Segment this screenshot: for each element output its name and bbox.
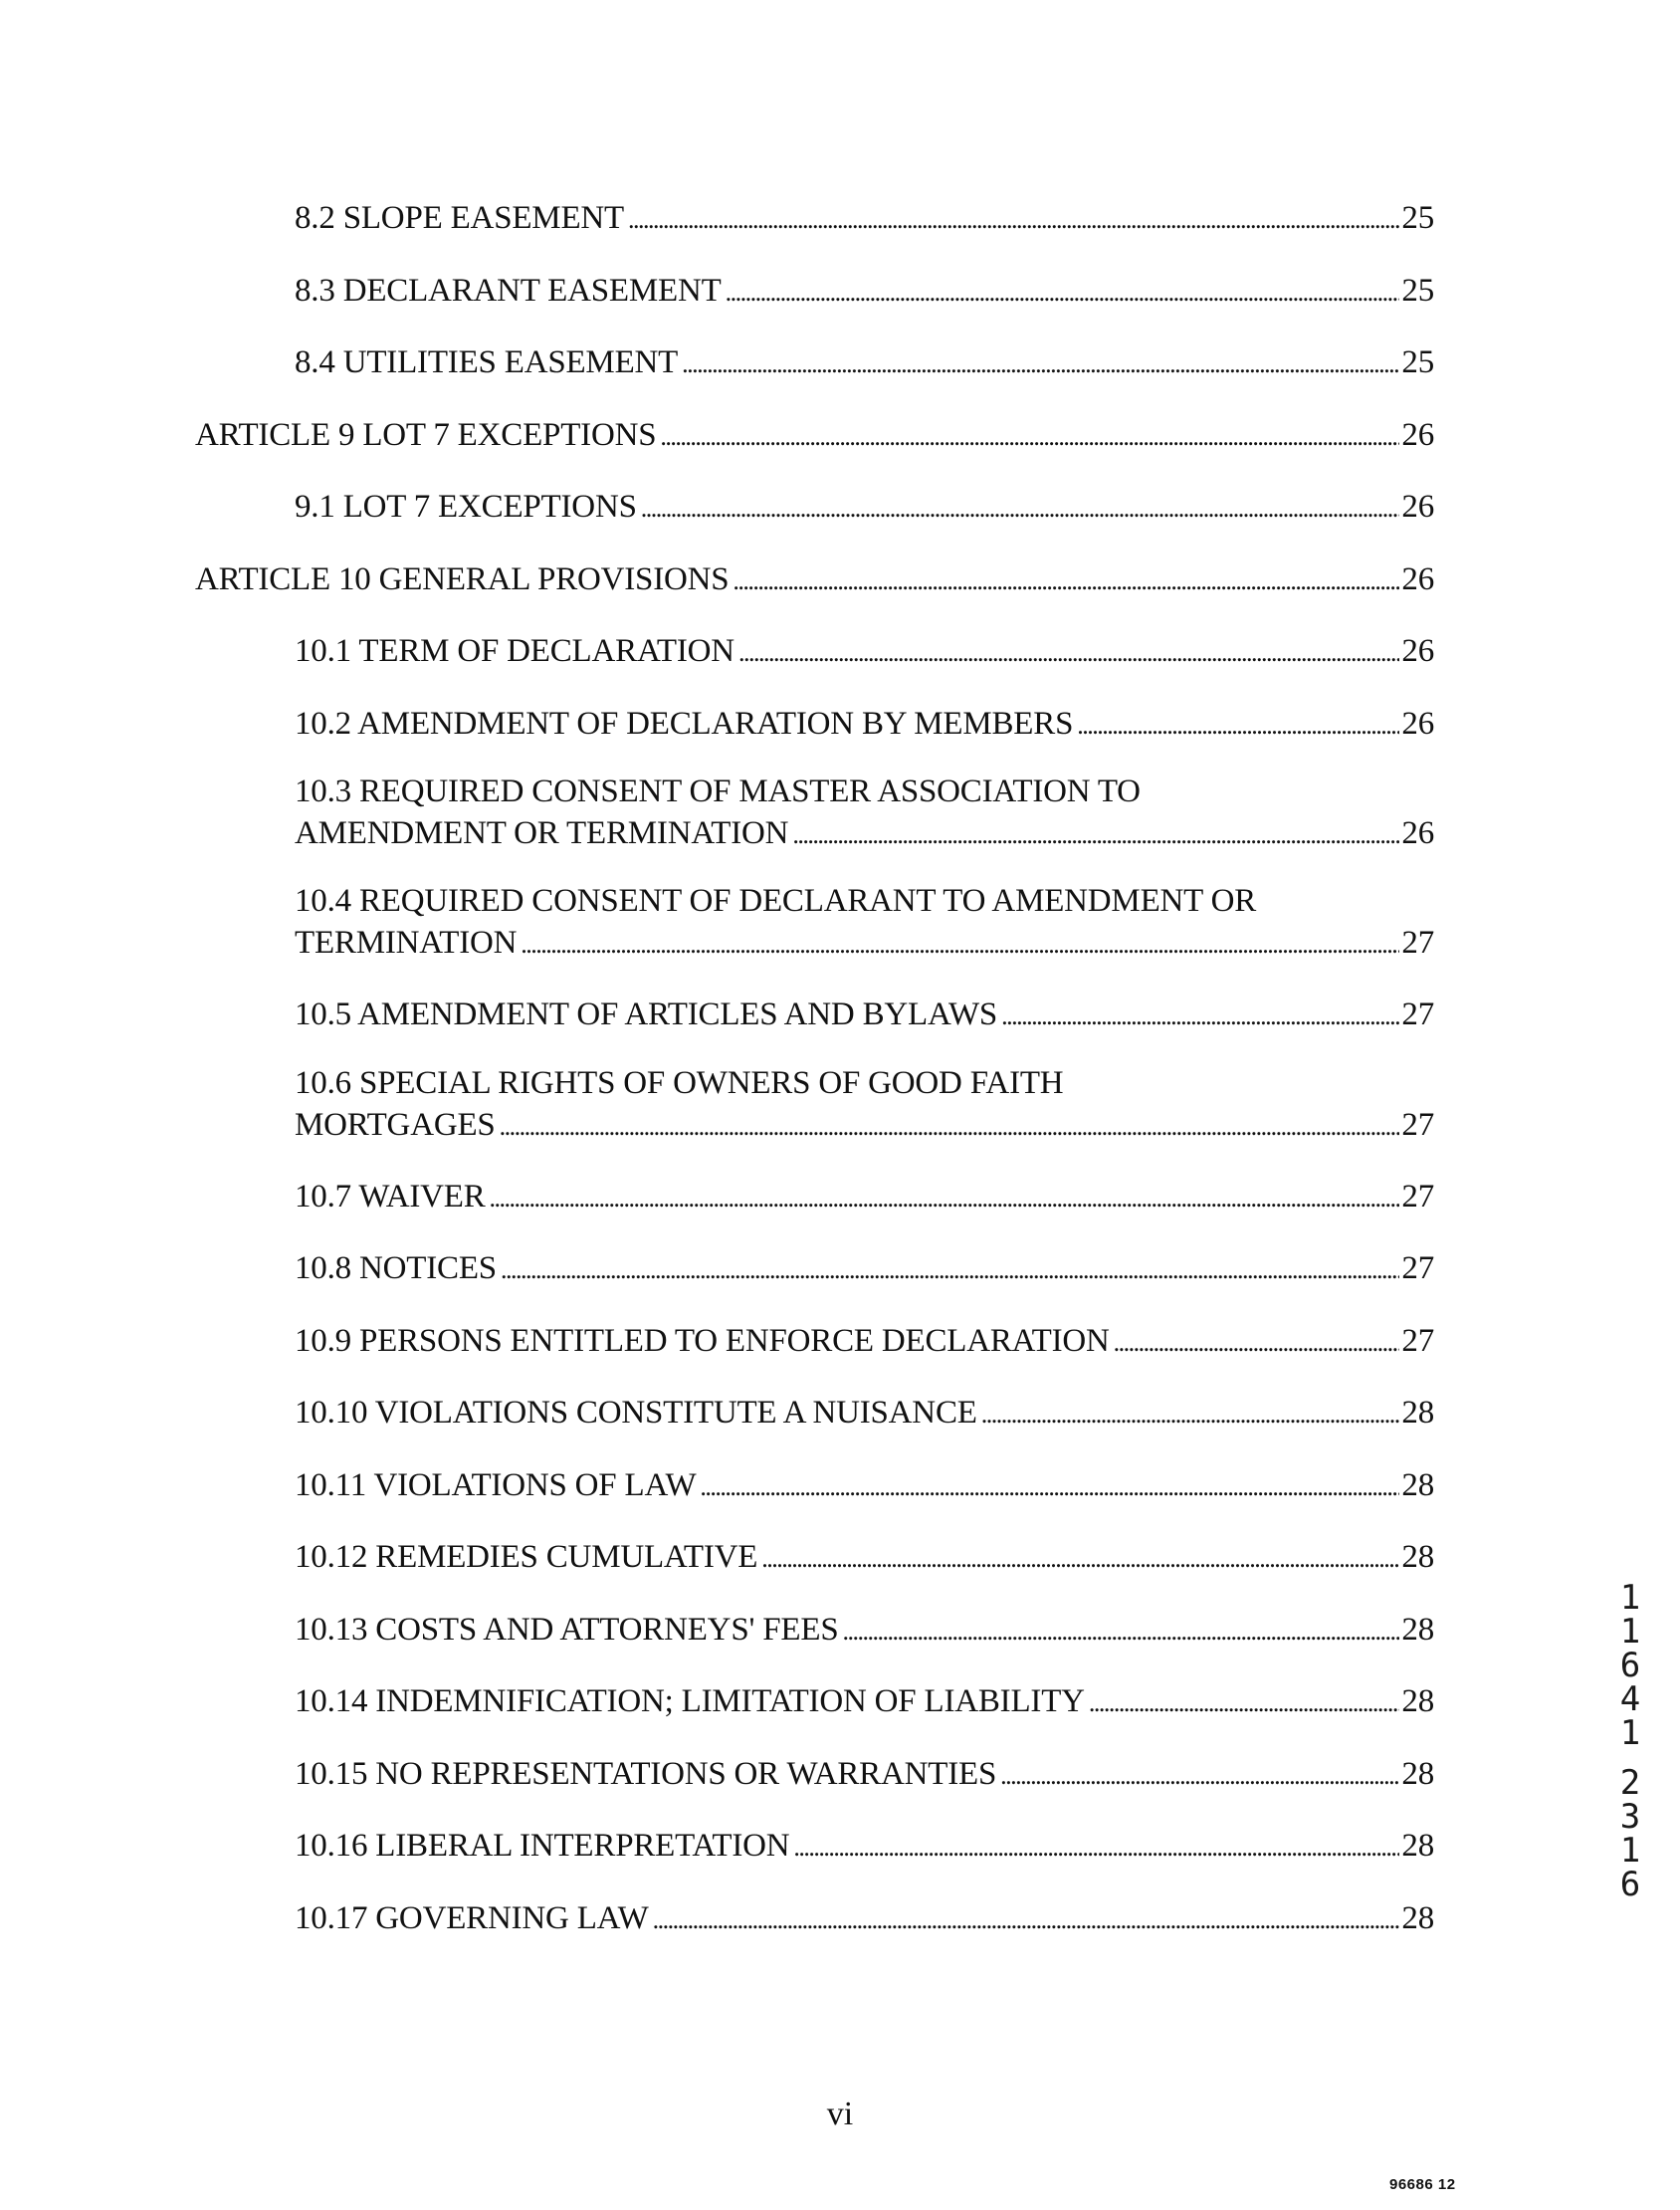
toc-entry-page-number: 28	[1401, 1395, 1434, 1431]
recording-stamp-number	[1610, 1578, 1650, 1917]
toc-entry-row	[295, 1392, 1434, 1436]
toc-entry	[295, 1320, 1434, 1364]
toc-entry-title: 10.10 VIOLATIONS CONSTITUTE A NUISANCE	[295, 1395, 977, 1431]
toc-entry-title: 10.7 WAIVER	[295, 1178, 486, 1215]
toc-entry-page-number: 26	[1401, 416, 1434, 453]
toc-entry	[295, 1062, 1434, 1148]
toc-entry-row	[295, 994, 1434, 1037]
toc-entry	[295, 630, 1434, 674]
toc-entry-page-number: 28	[1401, 1899, 1434, 1936]
toc-entry	[295, 771, 1434, 856]
toc-entry-title: TERMINATION	[295, 925, 518, 961]
stamp-digit: 3	[1619, 1797, 1641, 1837]
toc-entry-page-number: 27	[1401, 1322, 1434, 1359]
page-number: vi	[826, 2096, 854, 2132]
toc-entry-row	[295, 703, 1434, 747]
toc-entry	[295, 197, 1434, 241]
toc-entry	[295, 1464, 1434, 1508]
toc-entry-title: 8.3 DECLARANT EASEMENT	[295, 272, 722, 309]
toc-entry-row	[295, 1897, 1434, 1941]
toc-entry-row	[295, 341, 1434, 385]
stamp-digit: 6	[1619, 1646, 1641, 1685]
toc-entry-title: MORTGAGES	[295, 1106, 496, 1143]
dot-leader	[726, 270, 1400, 314]
toc-entry-row	[295, 1464, 1434, 1508]
toc-entry-title: 9.1 LOT 7 EXCEPTIONS	[295, 489, 637, 525]
toc-entry	[295, 1897, 1434, 1941]
stamp-digit-group	[1610, 1763, 1650, 1904]
stamp-digit: 2	[1619, 1763, 1641, 1803]
dot-leader	[738, 630, 1399, 674]
dot-leader	[500, 1104, 1400, 1148]
toc-entry-title: 10.2 AMENDMENT OF DECLARATION BY MEMBERS	[295, 705, 1074, 742]
toc-entry	[295, 270, 1434, 314]
toc-entry-row	[295, 630, 1434, 674]
toc-entry-page-number: 25	[1401, 272, 1434, 309]
dot-leader	[700, 1464, 1399, 1508]
toc-entry-title: 10.8 NOTICES	[295, 1250, 497, 1286]
dot-leader	[521, 922, 1399, 966]
toc-entry-title: 10.16 LIBERAL INTERPRETATION	[295, 1828, 790, 1864]
toc-entry	[295, 1392, 1434, 1436]
dot-leader	[761, 1536, 1399, 1580]
dot-leader	[1001, 994, 1399, 1037]
toc-entry	[295, 880, 1434, 966]
dot-leader	[1000, 1753, 1399, 1797]
dot-leader	[628, 197, 1399, 241]
toc-entry	[195, 414, 1434, 458]
toc-entry-page-number: 28	[1401, 1611, 1434, 1648]
toc-entry-title: 10.1 TERM OF DECLARATION	[295, 633, 735, 669]
dot-leader	[1089, 1680, 1400, 1724]
toc-entry-row	[295, 1680, 1434, 1724]
dot-leader	[843, 1609, 1400, 1653]
toc-entry-row	[195, 414, 1434, 458]
dot-leader	[490, 1176, 1400, 1219]
toc-entry-page-number: 25	[1401, 200, 1434, 236]
toc-entry	[295, 994, 1434, 1037]
toc-entry-title-line: 10.4 REQUIRED CONSENT OF DECLARANT TO AMENDMENT OR	[295, 883, 1257, 919]
toc-entry-title: 10.14 INDEMNIFICATION; LIMITATION OF LIABILITY	[295, 1683, 1085, 1719]
toc-entry-row	[295, 1176, 1434, 1219]
toc-entry-title: 8.2 SLOPE EASEMENT	[295, 200, 624, 236]
document-code: 96686 12	[1389, 2176, 1456, 2193]
toc-entry-page-number: 26	[1401, 633, 1434, 669]
dot-leader	[792, 812, 1399, 856]
toc-entry	[295, 703, 1434, 747]
stamp-digit: 6	[1619, 1865, 1641, 1904]
toc-entry-title: 10.5 AMENDMENT OF ARTICLES AND BYLAWS	[295, 996, 998, 1032]
toc-entry-title: 8.4 UTILITIES EASEMENT	[295, 344, 679, 380]
toc-entry-page-number: 26	[1401, 489, 1434, 525]
stamp-digit: 4	[1619, 1679, 1641, 1719]
toc-entry-page-number: 27	[1401, 1250, 1434, 1286]
toc-entry-title: AMENDMENT OR TERMINATION	[295, 815, 789, 851]
toc-entry-row	[295, 812, 1434, 856]
dot-leader	[641, 486, 1400, 530]
toc-entry-title: 10.9 PERSONS ENTITLED TO ENFORCE DECLARATION	[295, 1322, 1110, 1359]
toc-entry-title: 10.17 GOVERNING LAW	[295, 1899, 649, 1936]
dot-leader	[1114, 1320, 1400, 1364]
toc-entry	[295, 1609, 1434, 1653]
toc-entry-row	[295, 922, 1434, 966]
toc-entry-title: ARTICLE 9 LOT 7 EXCEPTIONS	[195, 416, 657, 453]
dot-leader	[733, 558, 1399, 602]
toc-entry-page-number: 26	[1401, 815, 1434, 851]
dot-leader	[981, 1392, 1400, 1436]
toc-entry	[295, 1176, 1434, 1219]
toc-entry-title: 10.12 REMEDIES CUMULATIVE	[295, 1539, 758, 1575]
toc-entry-row	[295, 197, 1434, 241]
toc-entry-row	[295, 270, 1434, 314]
toc-entry-page-number: 28	[1401, 1683, 1434, 1719]
stamp-digit: 1	[1619, 1612, 1641, 1652]
toc-entry	[195, 558, 1434, 602]
toc-entry-page-number: 28	[1401, 1828, 1434, 1864]
toc-entry-title-line: 10.3 REQUIRED CONSENT OF MASTER ASSOCIATION TO	[295, 774, 1141, 809]
toc-entry-page-number: 27	[1401, 1178, 1434, 1215]
toc-entry-title: 10.13 COSTS AND ATTORNEYS' FEES	[295, 1611, 839, 1648]
toc-entry-row	[295, 1104, 1434, 1148]
toc-entry-page-number: 27	[1401, 925, 1434, 961]
toc-entry	[295, 1247, 1434, 1291]
toc-entry-row	[295, 1247, 1434, 1291]
toc-entry-row	[295, 1320, 1434, 1364]
toc-entry-row	[295, 486, 1434, 530]
toc-entry	[295, 1753, 1434, 1797]
dot-leader	[793, 1825, 1399, 1869]
stamp-digit: 1	[1619, 1713, 1641, 1753]
toc-entry	[295, 1680, 1434, 1724]
toc-entry-page-number: 26	[1401, 705, 1434, 742]
toc-entry-title: ARTICLE 10 GENERAL PROVISIONS	[195, 560, 730, 597]
toc-entry-row	[295, 1536, 1434, 1580]
toc-entry-page-number: 28	[1401, 1466, 1434, 1503]
toc-entry-page-number: 28	[1401, 1755, 1434, 1792]
toc-entry	[295, 1536, 1434, 1580]
toc-entry-row	[295, 1753, 1434, 1797]
dot-leader	[660, 414, 1399, 458]
dot-leader	[1077, 703, 1399, 747]
stamp-digit-group	[1610, 1578, 1650, 1753]
toc-entry	[295, 341, 1434, 385]
toc-entry-page-number: 25	[1401, 344, 1434, 380]
stamp-digit: 1	[1619, 1831, 1641, 1871]
dot-leader	[682, 341, 1399, 385]
toc-entry-page-number: 28	[1401, 1539, 1434, 1575]
toc-entry-title-line: 10.6 SPECIAL RIGHTS OF OWNERS OF GOOD FAITH	[295, 1064, 1064, 1101]
toc-entry	[295, 1825, 1434, 1869]
toc-entry-page-number: 27	[1401, 996, 1434, 1032]
toc-entry-page-number: 26	[1401, 560, 1434, 597]
toc-entry	[295, 486, 1434, 530]
toc-entry-row	[295, 1825, 1434, 1869]
stamp-digit: 1	[1619, 1578, 1641, 1618]
toc-entry-row	[295, 1609, 1434, 1653]
toc-entry-title: 10.15 NO REPRESENTATIONS OR WARRANTIES	[295, 1755, 997, 1792]
toc-entry-title: 10.11 VIOLATIONS OF LAW	[295, 1466, 697, 1503]
toc-entry-row	[195, 558, 1434, 602]
dot-leader	[653, 1897, 1400, 1941]
toc-entry-page-number: 27	[1401, 1106, 1434, 1143]
dot-leader	[501, 1247, 1399, 1291]
